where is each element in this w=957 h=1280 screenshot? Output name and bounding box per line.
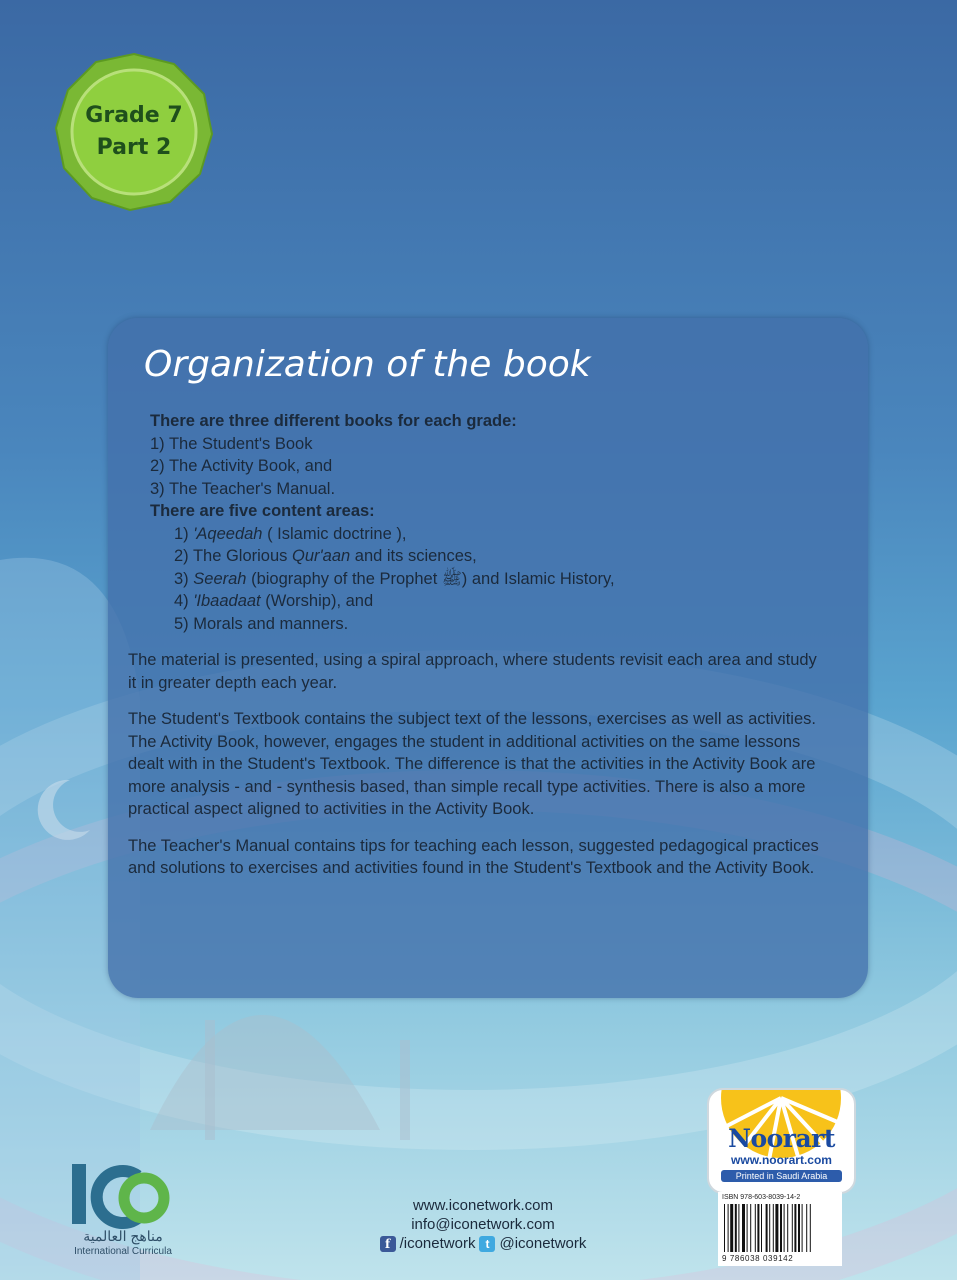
grade-label: Grade 7 [85,103,183,128]
barcode-number: 9 786038 039142 [722,1254,794,1263]
books-heading: There are three different books for each grade: [150,412,517,430]
grade-badge [54,52,214,212]
area-item: 4) 'Ibaadaat (Worship), and [174,592,374,610]
twitter-handle[interactable]: @iconetwork [499,1235,587,1252]
panel-title: Organization of the book [144,344,591,385]
noorart-name: Noorart [728,1124,835,1153]
isbn-text: ISBN 978-603-8039-14-2 [722,1194,801,1201]
areas-heading: There are five content areas: [150,502,375,520]
area-item: 3) Seerah (biography of the Prophet ﷺ) and Islamic History, [174,569,615,588]
book-item: 1) The Student's Book [150,434,313,453]
printed-in-label: Printed in Saudi Arabia [721,1170,842,1182]
part-label: Part 2 [96,135,172,160]
website-link[interactable]: www.iconetwork.com [412,1197,554,1214]
area-item: 2) The Glorious Qur'aan and its sciences, [174,547,477,565]
book-item: 3) The Teacher's Manual. [150,479,336,498]
social-links [338,1234,628,1253]
organization-panel [108,318,868,998]
paragraph-manual: The Teacher's Manual contains tips for teaching each lesson, suggested pedagogical practices and solutions to exercises and activities found in the Student's Textbook and the Activity Book. [128,836,819,877]
twitter-icon: t [479,1236,495,1252]
ico-english-name: International Curricula [74,1246,172,1257]
panel-content [128,410,828,880]
isbn-barcode [718,1192,842,1266]
email-link[interactable]: info@iconetwork.com [411,1216,555,1233]
noorart-url: www.noorart.com [731,1153,832,1167]
paragraph-spiral: The material is presented, using a spiral approach, where students revisit each area and study it in greater depth each year. [128,651,817,692]
ico-arabic-name: مناهج العالمية [83,1228,163,1244]
paragraph-textbook: The Student's Textbook contains the subject text of the lessons, exercises as well as activities. The Activity Book, however, engages the student in additional activities on the same lessons dealt with in the Student's Textbook. The difference is that the activities in the Activity Book are more analysis - and - synthesis based, than simple recall type activities. There is also a more practical aspect aligned to activities in the Activity Book. [128,710,816,818]
contact-info [338,1196,628,1253]
area-item: 5) Morals and manners. [174,614,349,633]
noorart-sticker [707,1088,856,1194]
book-item: 2) The Activity Book, and [150,457,333,475]
facebook-icon: f [380,1236,396,1252]
area-item: 1) 'Aqeedah ( Islamic doctrine ), [174,524,407,543]
facebook-handle[interactable]: /iconetwork [399,1235,476,1252]
